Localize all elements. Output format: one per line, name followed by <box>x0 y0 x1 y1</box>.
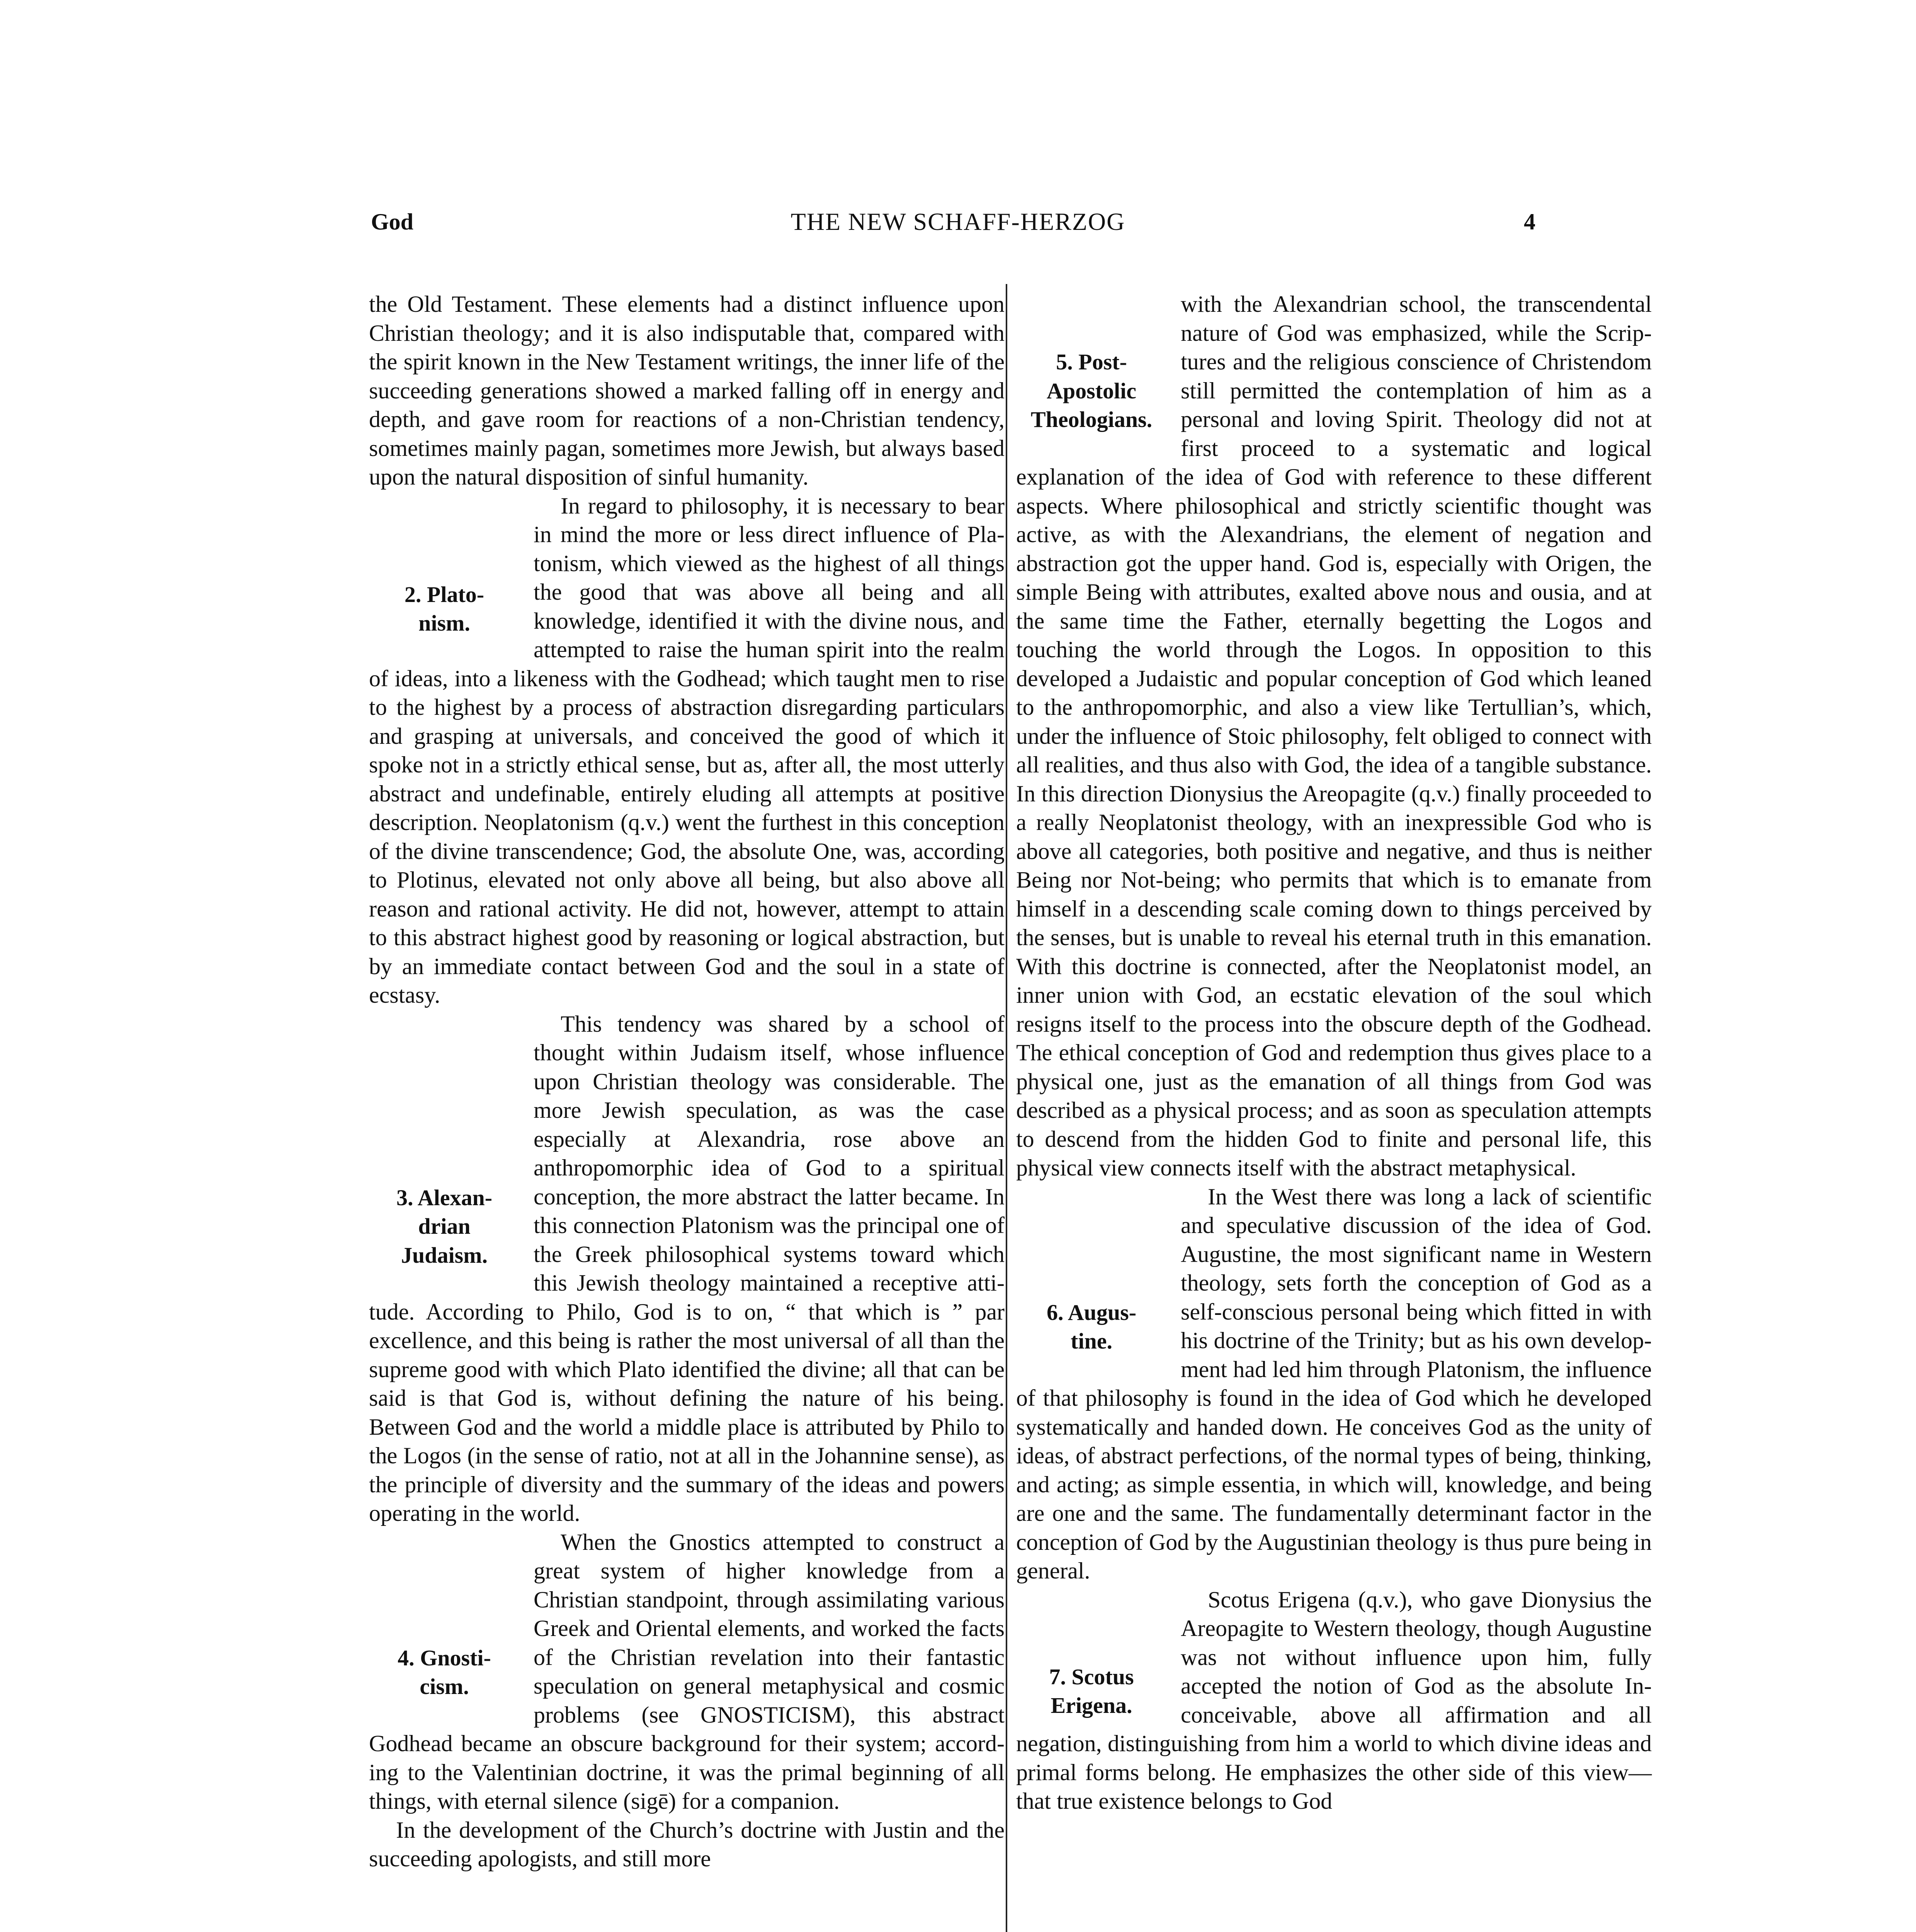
sidenote-text: Judaism. <box>401 1242 488 1268</box>
sidenote-text: Apostolic <box>1047 378 1136 403</box>
paragraph: In regard to philosophy, it is necessary to bear in mind the more or less direct influence of Platonism, which viewed as the highest of all things the good that was above all being and all knowledge, identified it with the divine nous, and attempted to raise the human spirit into the realm of ideas, into a likeness with the Godhead; which taught men to rise to the highest by a process of abstraction disregarding particulars and grasping at universals, and conceived the good of which it spoke not in a strictly ethical sense, but as, after all, the most utterly abstract and undefinable, entirely eluding all attempts at positive description. Neoplatonism (q.v.) went the furthest in this conception of the divine transcendence; God, the absolute One, was, according to Plotinus, elevated not only above all being, but also above all reason and rational activity. He did not, however, attempt to attain to this abstract highest good by reasoning or logical abstraction, but by an immediate contact between God and the soul in a state of ecstasy. <box>369 493 1005 1008</box>
sidenote-gnosticism <box>369 1644 520 1701</box>
sidenote-number: 2. Plato- <box>404 582 485 607</box>
paragraph: This tendency was shared by a school of thought within Judaism itself, whose influence upon Christian theology was considerable. The more Jewish speculation, as was the case especially at Alexandria, rose above an anthropomorphic idea of God to a spiritual conception, the more abstract the latter became. In this connection Platonism was the principal one of the Greek philosophical systems toward which this Jewish theology maintained a receptive attitude. According to Philo, God is to on, “ that which is ” par excellence, and this being is rather the most universal of all than the supreme good with which Plato identified the divine; all that can be said is that God is, without defining the nature of his being. Between God and the world a middle place is attributed by Philo to the Logos (in the sense of ratio, not at all in the Johannine sense), as the principle of diversity and the summary of the ideas and powers operating in the world. <box>369 1011 1005 1526</box>
sidenote-text: tine. <box>1071 1328 1112 1354</box>
paragraph: Scotus Erigena (q.v.), who gave Dionysius the Areopagite to Western theology, though Augustine was not without influence upon him, fully accepted the notion of God as the absolute Inconceivable, above all affirmation and all negation, distinguishing from him a world to which divine ideas and primal forms belong. He emphasizes the other side of this view—that true existence belongs to God <box>1016 1587 1652 1814</box>
sidenote-platonism <box>369 580 520 638</box>
sidenote-text: cism. <box>420 1674 469 1699</box>
sidenote-text: nism. <box>418 611 470 636</box>
sidenote-scotus-erigena <box>1016 1663 1167 1720</box>
sidenote-text: Theologians. <box>1030 407 1153 432</box>
left-column <box>369 290 1005 1873</box>
sidenote-text: drian <box>418 1214 471 1239</box>
paragraph: When the Gnostics attempted to construct a great system of higher knowledge from a Christian standpoint, through assimilating various Greek and Oriental elements, and worked the facts of the Christian revelation into their fantastic speculation on general metaphysical and cosmic problems (see GNOSTICISM), this abstract Godhead became an obscure background for their system; according to the Valentinian doctrine, it was the primal beginning of all things, with eternal silence (sigē) for a companion. <box>369 1529 1005 1814</box>
sidenote-number: 3. Alexan- <box>396 1185 493 1210</box>
running-head-left: God <box>371 209 414 235</box>
paragraph: the Old Testament. These elements had a distinct influence upon Christian theology; and it is also indisputable that, compared with the spirit known in the New Testament writings, the inner life of the succeeding generations showed a marked falling off in energy and depth, and gave room for reactions of a non-Christian tendency, sometimes mainly pagan, sometimes more Jewish, but always based upon the natural disposition of sinful humanity. <box>369 291 1005 490</box>
sidenote-number: 5. Post- <box>1056 349 1127 374</box>
right-column <box>1016 290 1652 1816</box>
sidenote-alexandrian-judaism <box>369 1184 520 1270</box>
running-head-title: THE NEW SCHAFF-HERZOG <box>791 208 1125 235</box>
sidenote-post-apostolic <box>1016 348 1167 434</box>
sidenote-number: 7. Scotus <box>1049 1664 1134 1689</box>
paragraph: with the Alexandrian school, the transcendental nature of God was emphasized, while the Scriptures and the religious conscience of Christendom still permitted the contemplation of him as a personal and loving Spirit. Theology did not at first proceed to a systematic and logical explanation of the idea of God with reference to these different aspects. Where philosophical and strictly scientific thought was active, as with the Alexandrians, the element of negation and abstraction got the upper hand. God is, especially with Origen, the simple Being with attributes, exalted above nous and ousia, and at the same time the Father, eternally begetting the Logos and touching the world through the Logos. In opposition to this developed a Judaistic and popular conception of God which leaned to the anthropomorphic, and also a view like Tertullian’s, which, under the influence of Stoic philosophy, felt obliged to connect with all realities, and thus also with God, the idea of a tangible substance. In this direction Dionysius the Areopagite (q.v.) finally proceeded to a really Neoplatonist theology, with an inexpressible God who is above all categories, both positive and negative, and thus is neither Being nor Not-being; who permits that which is to emanate from himself in a descending scale coming down to things perceived by the senses, but is unable to reveal his eternal truth in this emanation. With this doctrine is connected, after the Neoplatonist model, an inner union with God, an ecstatic elevation of the soul which resigns itself to the process into the obscure depth of the Godhead. The ethical conception of God and redemption thus gives place to a physical one, just as the emanation of all things from God was described as a physical process; and as soon as speculation attempts to descend from the hidden God to finite and personal life, this physical view connects itself with the abstract metaphysical. <box>1016 291 1652 1180</box>
sidenote-text: Erigena. <box>1051 1693 1132 1718</box>
sidenote-number: 6. Augus- <box>1046 1299 1137 1325</box>
paragraph: In the development of the Church’s doctrine with Justin and the succeeding apologists, and still more <box>369 1817 1005 1871</box>
paragraph: In the West there was long a lack of scientific and speculative discussion of the idea of God. Augustine, the most significant name in Western theology, sets forth the conception of God as a self-conscious personal being which fitted in with his doctrine of the Trinity; but as his own development had led him through Platonism, the influence of that philosophy is found in the idea of God which he developed systematically and handed down. He conceives God as the unity of ideas, of abstract perfections, of the normal types of being, thinking, and acting; as simple essentia, in which will, knowledge, and being are one and the same. The fundamentally determinant factor in the conception of God by the Augustinian theology is thus pure being in general. <box>1016 1184 1652 1583</box>
page-number: 4 <box>1524 209 1535 235</box>
sidenote-augustine <box>1016 1298 1167 1356</box>
sidenote-number: 4. Gnosti- <box>398 1645 491 1670</box>
column-rule <box>1006 284 1007 1932</box>
